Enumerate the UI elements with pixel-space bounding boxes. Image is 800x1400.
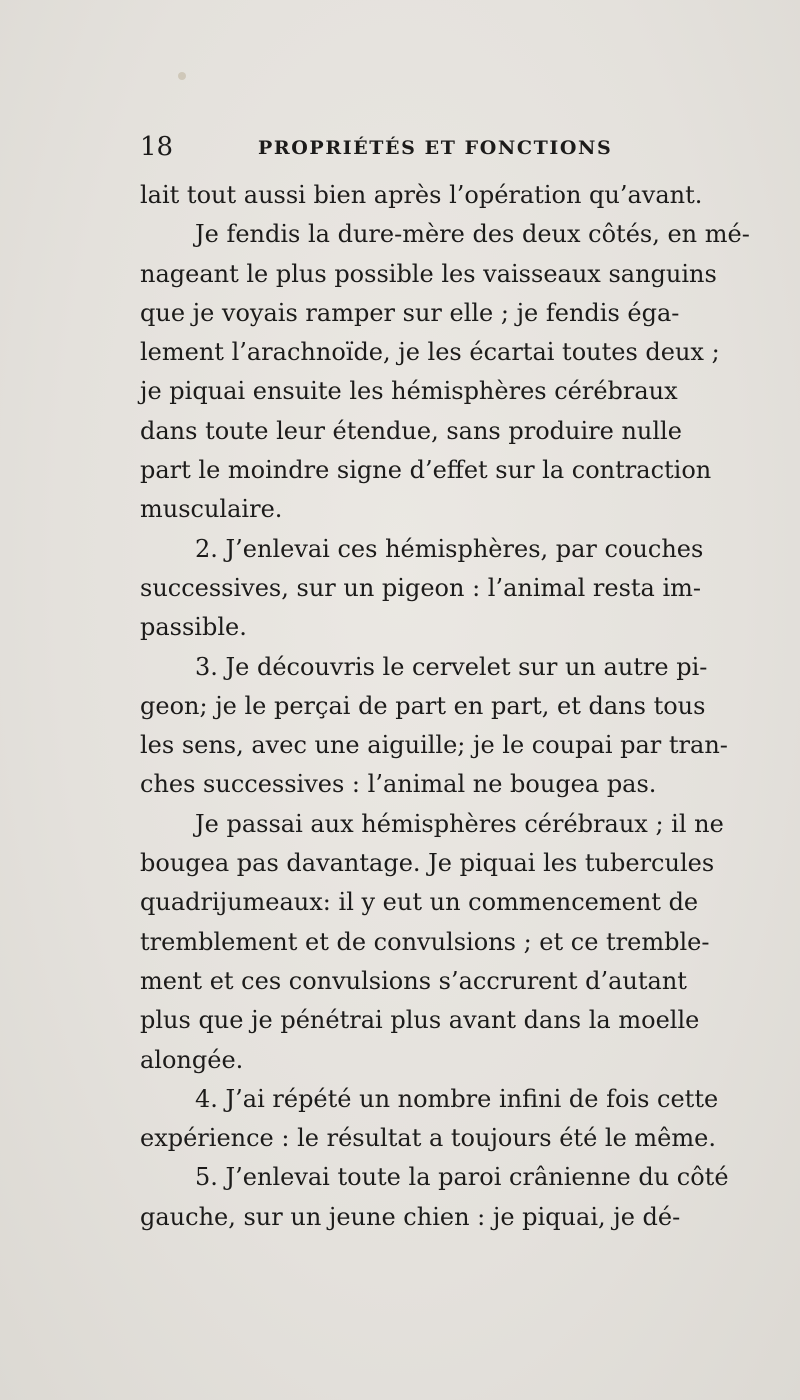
text-line: part le moindre signe d’effet sur la contraction — [140, 456, 712, 485]
text-line: 5. J’enlevai toute la paroi crânienne du côté — [195, 1163, 729, 1192]
text-line: geon; je le perçai de part en part, et dans tous — [140, 691, 706, 720]
text-line: que je voyais ramper sur elle ; je fendis éga- — [140, 298, 680, 327]
text-line: musculaire. — [140, 495, 283, 524]
text-line: alongée. — [140, 1045, 244, 1074]
text-line: 4. J’ai répété un nombre infini de fois cette — [195, 1084, 719, 1113]
text-line: ment et ces convulsions s’accrurent d’autant — [140, 966, 687, 995]
text-line: lait tout aussi bien après l’opération qu’avant. — [140, 181, 703, 209]
text-line: dans toute leur étendue, sans produire nulle — [140, 416, 682, 445]
running-head — [140, 132, 670, 162]
text-line: gauche, sur un jeune chien : je piquai, je dé- — [140, 1202, 681, 1231]
text-line: lement l’arachnoïde, je les écartai toutes deux ; — [140, 338, 720, 367]
text-line: ches successives : l’animal ne bougea pas. — [140, 770, 657, 799]
running-head-title: PROPRIÉTÉS ET FONCTIONS — [258, 137, 613, 159]
text-line: 3. Je découvris le cervelet sur un autre pi- — [195, 652, 708, 681]
text-line: plus que je pénétrai plus avant dans la moelle — [140, 1006, 700, 1035]
text-line: Je fendis la dure-mère des deux côtés, en mé- — [195, 220, 750, 249]
text-line: successives, sur un pigeon : l’animal resta im- — [140, 573, 702, 602]
page-number: 18 — [140, 132, 174, 162]
paper-speck — [178, 72, 186, 80]
text-line: passible. — [140, 613, 247, 642]
text-line: les sens, avec une aiguille; je le coupai par tran- — [140, 731, 728, 760]
text-line: quadrijumeaux: il y eut un commencement de — [140, 888, 699, 917]
text-line: tremblement et de convulsions ; et ce tremble- — [140, 927, 710, 956]
text-line: expérience : le résultat a toujours été le même. — [140, 1124, 716, 1153]
text-line: Je passai aux hémisphères cérébraux ; il ne — [195, 809, 724, 838]
text-line: nageant le plus possible les vaisseaux sanguins — [140, 259, 717, 288]
body-text — [140, 176, 750, 1237]
text-line: je piquai ensuite les hémisphères cérébraux — [140, 377, 678, 406]
text-line: bougea pas davantage. Je piquai les tubercules — [140, 849, 715, 878]
text-line: 2. J’enlevai ces hémisphères, par couches — [195, 534, 704, 563]
